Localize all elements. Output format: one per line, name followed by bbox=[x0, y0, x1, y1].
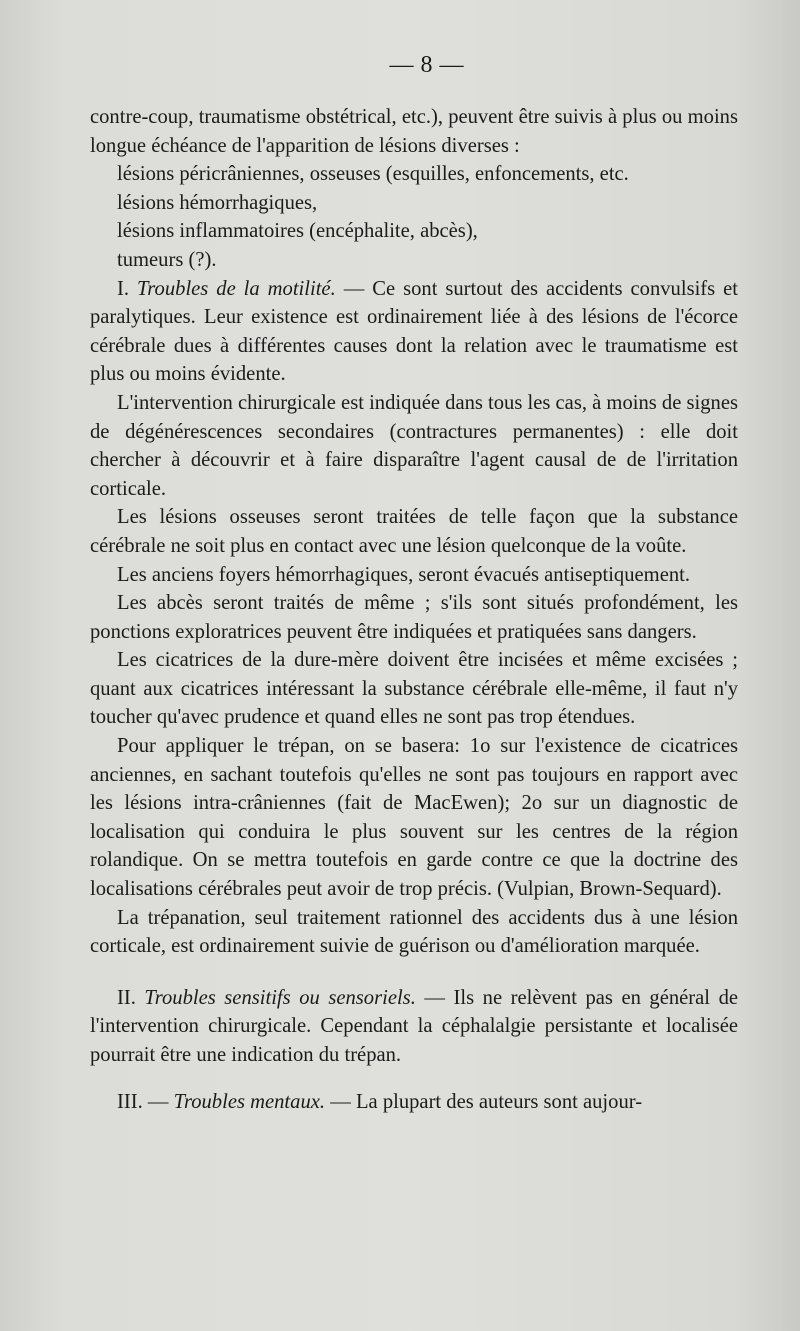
section-spacer bbox=[90, 961, 738, 984]
page-number: — 8 — bbox=[389, 52, 465, 78]
body-paragraph: Les cicatrices de la dure-mère doivent être incisées et même excisées ; quant aux cicatrices intéressant la substance cérébrale elle-même, il faut n'y toucher qu'avec prudence et quand elles ne sont pas trop étendues. bbox=[90, 649, 738, 729]
section-2-dash: — bbox=[424, 986, 445, 1009]
section-3-text: La plupart des auteurs sont aujour- bbox=[355, 1090, 643, 1113]
lesion-item: lésions inflammatoires (encéphalite, abcès), bbox=[117, 220, 478, 243]
body-paragraph: L'intervention chirurgicale est indiquée dans tous les cas, à moins de signes de dégénérescences secondaires (contractures permanentes) : elle doit chercher à découvrir et à faire disparaître l'agent causal de de l'irritation corticale. bbox=[90, 391, 738, 500]
section-1-paragraph bbox=[90, 275, 738, 389]
section-1-number: I. bbox=[117, 277, 130, 300]
section-1-text: Ce sont surtout des accidents convulsifs et paralytiques. Leur existence est ordinairement liée à des lésions de l'écorce cérébrale dues à différentes causes dont la relation avec le traumatisme est plus ou moins évidente. bbox=[90, 277, 738, 386]
section-2-title: Troubles sensitifs ou sensoriels. bbox=[144, 986, 416, 1009]
body-paragraph: Pour appliquer le trépan, on se basera: 1o sur l'existence de cicatrices anciennes, en sachant toutefois qu'elles ne sont pas toujours en rapport avec les lésions intra-crâniennes (fait de MacEwen); 2o sur un diagnostic de localisation qui conduira le plus souvent sur les centres de la région rolandique. On se mettra toutefois en garde contre ce que la doctrine des localisations cérébrales peut avoir de trop précis. (Vulpian, Brown-Sequard). bbox=[90, 735, 738, 901]
lesion-item: tumeurs (?). bbox=[117, 248, 217, 271]
section-1-title: Troubles de la motilité. bbox=[136, 277, 336, 300]
intro-paragraph: contre-coup, traumatisme obstétrical, etc.), peuvent être suivis à plus ou moins longue échéance de l'apparition de lésions diverses : bbox=[90, 106, 738, 157]
section-3-paragraph bbox=[90, 1088, 738, 1117]
section-3-title: Troubles mentaux. bbox=[173, 1090, 326, 1113]
lesions-list bbox=[90, 160, 738, 274]
section-spacer bbox=[90, 1070, 738, 1088]
section-2-paragraph bbox=[90, 984, 738, 1070]
page-number-value: 8 bbox=[420, 52, 434, 78]
section-2-number: II. bbox=[117, 986, 136, 1009]
section-3-dash: — bbox=[147, 1090, 169, 1113]
body-paragraph: Les lésions osseuses seront traitées de telle façon que la substance cérébrale ne soit plus en contact avec une lésion quelconque de la voûte. bbox=[90, 506, 738, 557]
section-1-dash: — bbox=[343, 277, 365, 300]
body-paragraph: La trépanation, seul traitement rationnel des accidents dus à une lésion corticale, est ordinairement suivie de guérison ou d'amélioration marquée. bbox=[90, 906, 738, 958]
section-3-number: III. bbox=[117, 1090, 143, 1113]
body-paragraph: Les abcès seront traités de même ; s'ils sont situés profondément, les ponctions exploratrices peuvent être indiquées et pratiquées sans dangers. bbox=[90, 592, 738, 643]
body-paragraph: Les anciens foyers hémorrhagiques, seront évacués antiseptiquement. bbox=[117, 563, 690, 586]
section-2-text: Ils ne relèvent pas en général de l'intervention chirurgicale. Cependant la céphalalgie persistante et localisée pourrait être une indication du trépan. bbox=[90, 986, 739, 1066]
lesion-item: lésions péricrâniennes, osseuses (esquilles, enfoncements, etc. bbox=[117, 163, 629, 186]
section-3-dash-2: — bbox=[330, 1090, 351, 1113]
lesion-item: lésions hémorrhagiques, bbox=[117, 191, 318, 214]
